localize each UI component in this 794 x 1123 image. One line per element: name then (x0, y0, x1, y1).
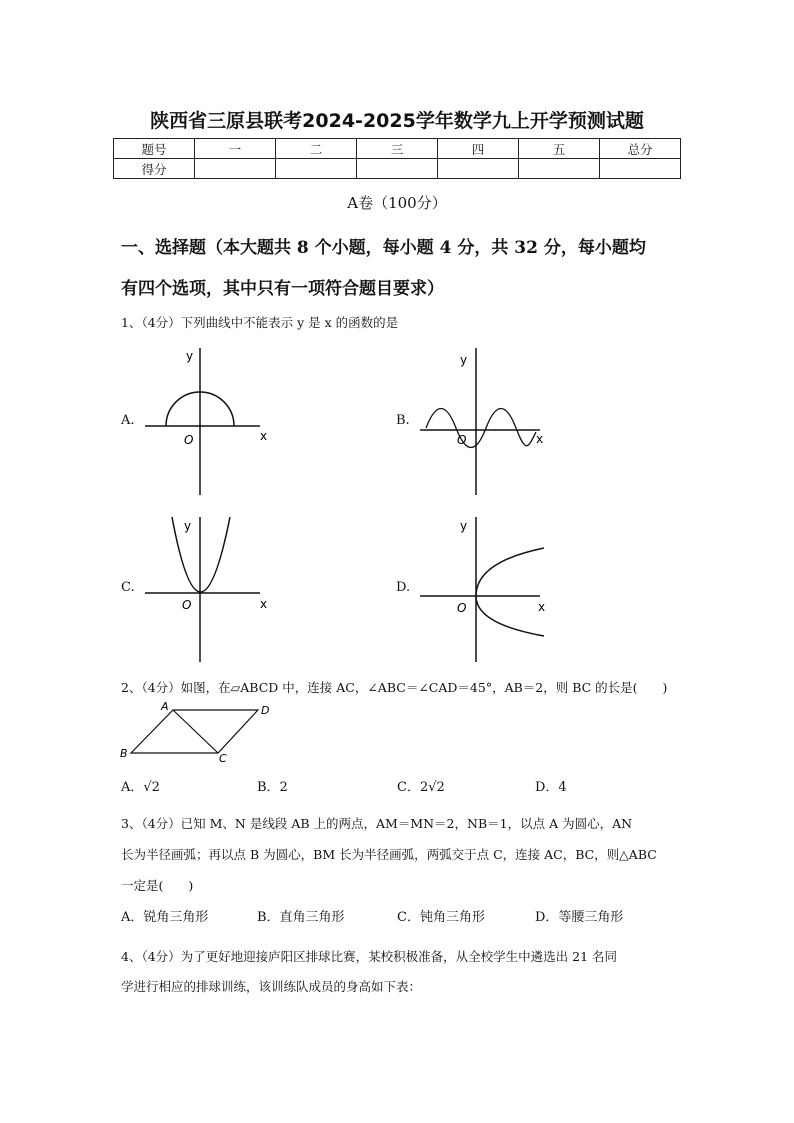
score-cell (600, 159, 681, 179)
score-cell (519, 159, 600, 179)
volume-heading: A卷（100分） (347, 194, 447, 212)
q3-line1: 3、（4分）已知 M、N 是线段 AB 上的两点，AM＝MN＝2，NB＝1，以点 A 为圆心，AN (121, 816, 633, 831)
score-header-cell: 总分 (600, 139, 681, 159)
q3-line3: 一定是( ) (121, 878, 194, 893)
q2-option-a: A．√2 (121, 780, 160, 795)
x-axis-label: x (260, 429, 268, 443)
score-header-cell: 一 (195, 139, 276, 159)
q1-option-c-label: C. (121, 580, 135, 595)
score-cell (357, 159, 438, 179)
q3-line2: 长为半径画弧；再以点 B 为圆心，BM 长为半径画弧，两弧交于点 C，连接 AC，BC，则△ABC (121, 847, 657, 862)
q1-option-d-label: D. (396, 580, 411, 595)
q1-graph-a (140, 340, 290, 500)
q1-option-a-label: A. (121, 413, 135, 428)
vertex-c-label: C (219, 752, 227, 765)
score-header-cell: 三 (357, 139, 438, 159)
y-axis-label: y (186, 349, 194, 363)
vertex-d-label: D (261, 704, 270, 717)
x-axis-label: x (260, 597, 268, 611)
score-cell (438, 159, 519, 179)
sine-curve (426, 409, 536, 448)
score-header-cell: 二 (276, 139, 357, 159)
y-axis-label: y (184, 519, 192, 533)
x-axis-label: x (538, 600, 546, 614)
y-axis-label: y (460, 353, 468, 367)
sideways-parabola-curve (476, 548, 544, 636)
q4-line1: 4、（4分）为了更好地迎接庐阳区排球比赛，某校积极准备，从全校学生中遴选出 21 名同 (121, 949, 618, 964)
q2-option-b: B．2 (257, 780, 288, 795)
section1-line1: 一、选择题（本大题共 8 个小题，每小题 4 分，共 32 分，每小题均 (121, 238, 646, 258)
q4-line2: 学进行相应的排球训练，该训练队成员的身高如下表： (121, 979, 422, 994)
q3-option-d: D．等腰三角形 (535, 910, 624, 925)
q2-option-d: D．4 (535, 780, 567, 795)
q1-graph-d (416, 512, 566, 667)
origin-label: O (457, 601, 467, 615)
score-cell (276, 159, 357, 179)
q3-option-a: A．锐角三角形 (121, 910, 209, 925)
score-header-cell: 五 (519, 139, 600, 159)
q1-graph-c (140, 512, 290, 667)
q3-option-b: B．直角三角形 (257, 910, 345, 925)
q1-option-b-label: B. (396, 413, 410, 428)
q1-text: 1、（4分）下列曲线中不能表示 y 是 x 的函数的是 (121, 315, 399, 330)
q1-graph-b (416, 340, 566, 500)
score-table-header-row (114, 139, 681, 159)
q2-option-c: C．2√2 (397, 780, 445, 795)
origin-label: O (184, 433, 194, 447)
q3-option-c: C．钝角三角形 (397, 910, 485, 925)
vertex-b-label: B (120, 747, 128, 760)
score-table (113, 138, 681, 179)
section1-line2: 有四个选项，其中只有一项符合题目要求） (121, 279, 444, 299)
parallelogram-abcd (131, 710, 258, 753)
q2-text: 2、（4分）如图，在▱ABCD 中，连接 AC，∠ABC＝∠CAD＝45°，AB＝2，则 BC 的长是( ) (121, 680, 668, 695)
x-axis-label: x (536, 432, 544, 446)
q2-parallelogram-figure (115, 700, 285, 765)
origin-label: O (182, 598, 192, 612)
score-header-cell: 四 (438, 139, 519, 159)
score-header-cell: 题号 (114, 139, 195, 159)
origin-label: O (457, 433, 467, 447)
parabola-curve (172, 517, 230, 592)
vertex-a-label: A (161, 700, 169, 713)
score-cell (195, 159, 276, 179)
score-row-label: 得分 (114, 159, 195, 179)
y-axis-label: y (460, 519, 468, 533)
diagonal-ac (173, 710, 218, 753)
page-title: 陕西省三原县联考2024-2025学年数学九上开学预测试题 (150, 110, 644, 132)
score-table-score-row (114, 159, 681, 179)
